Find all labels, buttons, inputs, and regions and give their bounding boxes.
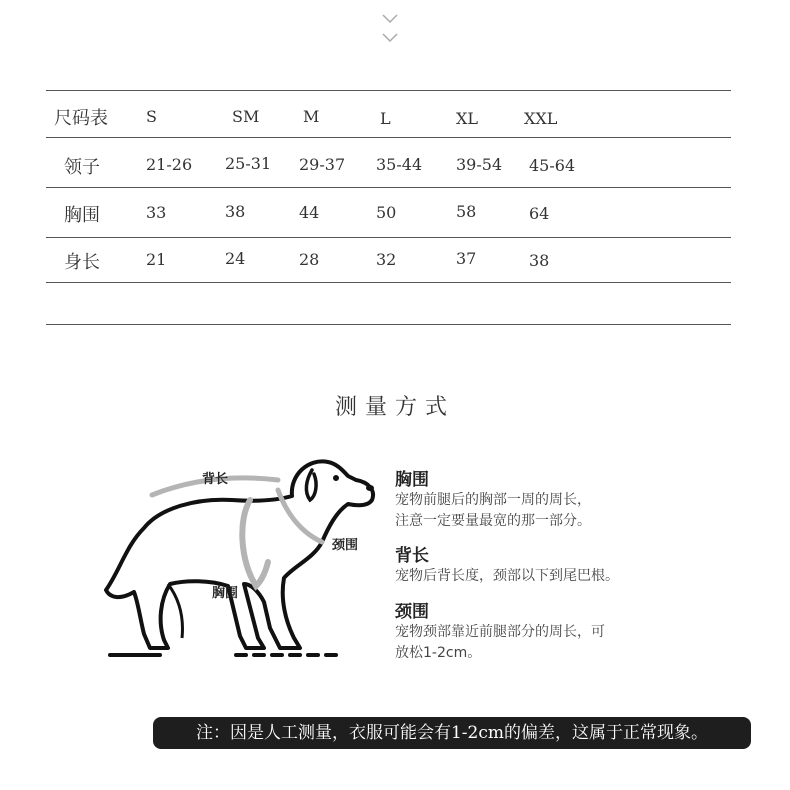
size-header: XL xyxy=(456,109,479,128)
row-label-chest: 胸围 xyxy=(64,205,100,226)
table-cell: 21 xyxy=(146,250,167,269)
desc-line: 注意一定要量最宽的那一部分。 xyxy=(395,513,591,529)
label-neck: 颈围 xyxy=(332,538,359,553)
size-header: SM xyxy=(232,107,260,126)
table-corner-label: 尺码表 xyxy=(54,108,108,129)
dog-icon xyxy=(100,450,380,665)
table-cell: 33 xyxy=(146,203,167,222)
size-header: S xyxy=(146,107,157,126)
table-cell: 38 xyxy=(529,251,550,270)
dog-illustration xyxy=(100,450,380,665)
desc-line: 宠物颈部靠近前腿部分的周长，可 xyxy=(395,624,605,640)
size-header: XXL xyxy=(524,109,558,128)
measure-title: 测量方式 xyxy=(334,395,455,420)
desc-heading: 背长 xyxy=(395,546,429,566)
row-label-length: 身长 xyxy=(64,252,100,273)
table-cell: 39-54 xyxy=(456,155,503,174)
table-cell: 37 xyxy=(456,249,477,268)
table-divider xyxy=(46,187,731,188)
table-cell: 29-37 xyxy=(299,155,346,174)
desc-line: 宠物前腿后的胸部一周的周长， xyxy=(395,492,591,508)
table-cell: 45-64 xyxy=(529,156,576,175)
table-cell: 21-26 xyxy=(146,155,193,174)
table-divider xyxy=(46,324,731,325)
table-cell: 24 xyxy=(225,249,246,268)
table-divider xyxy=(46,137,731,138)
desc-heading: 胸围 xyxy=(395,470,429,490)
desc-heading: 颈围 xyxy=(395,602,429,622)
table-cell: 58 xyxy=(456,202,477,221)
label-back-length: 背长 xyxy=(202,472,229,487)
chevron-down-icon xyxy=(382,14,398,24)
desc-chest xyxy=(395,465,591,532)
table-cell: 64 xyxy=(529,204,550,223)
table-cell: 35-44 xyxy=(376,155,423,174)
table-cell: 28 xyxy=(299,250,320,269)
desc-line: 宠物后背长度，颈部以下到尾巴根。 xyxy=(395,568,619,584)
desc-neck xyxy=(395,597,605,664)
size-header: M xyxy=(303,107,320,126)
table-cell: 50 xyxy=(376,203,397,222)
table-divider xyxy=(46,90,731,91)
table-cell: 32 xyxy=(376,250,397,269)
label-chest: 胸围 xyxy=(212,586,239,601)
desc-line: 放松1-2cm。 xyxy=(395,645,482,661)
table-cell: 25-31 xyxy=(225,154,272,173)
disclaimer-note: 注：因是人工测量，衣服可能会有1-2cm的偏差，这属于正常现象。 xyxy=(153,717,751,749)
table-cell: 44 xyxy=(299,203,320,222)
table-divider xyxy=(46,282,731,283)
row-label-collar: 领子 xyxy=(64,157,100,178)
size-header: L xyxy=(380,109,391,128)
desc-back-length xyxy=(395,541,619,587)
table-cell: 38 xyxy=(225,202,246,221)
table-divider xyxy=(46,237,731,238)
chevron-down-icon xyxy=(382,33,398,43)
